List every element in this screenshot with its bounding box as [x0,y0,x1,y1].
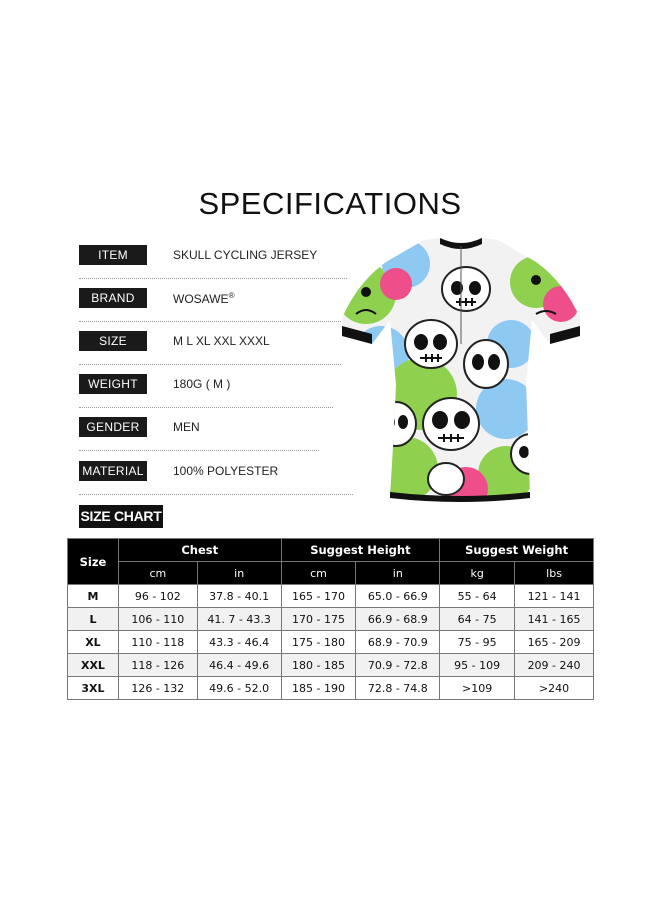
table-cell: 106 - 110 [118,608,197,631]
registered-mark: ® [228,291,235,300]
table-cell: 110 - 118 [118,631,197,654]
table-cell: 41. 7 - 43.3 [197,608,281,631]
table-cell: 165 - 170 [281,585,356,608]
column-unit: in [197,562,281,585]
divider [79,278,347,279]
table-cell: 66.9 - 68.9 [356,608,440,631]
spec-value [173,291,234,306]
spec-value: 100% POLYESTER [173,464,279,478]
size-cell: XXL [68,654,119,677]
table-cell: 126 - 132 [118,677,197,700]
column-group-height: Suggest Height [281,539,440,562]
size-cell: XL [68,631,119,654]
table-cell: 68.9 - 70.9 [356,631,440,654]
size-chart-title: SIZE CHART [79,505,163,528]
column-group-chest: Chest [118,539,281,562]
column-unit: in [356,562,440,585]
table-cell: 118 - 126 [118,654,197,677]
table-cell: 165 - 209 [515,631,594,654]
column-unit: cm [118,562,197,585]
size-chart-table [67,538,594,700]
table-cell: 75 - 95 [440,631,515,654]
column-unit: lbs [515,562,594,585]
column-unit: cm [281,562,356,585]
table-cell: 65.0 - 66.9 [356,585,440,608]
table-cell: 72.8 - 74.8 [356,677,440,700]
table-cell: 209 - 240 [515,654,594,677]
size-cell: L [68,608,119,631]
table-cell: 64 - 75 [440,608,515,631]
jersey-image [336,234,586,506]
spec-value: SKULL CYCLING JERSEY [173,248,318,262]
table-row [68,677,594,700]
divider [79,450,319,451]
table-cell: 170 - 175 [281,608,356,631]
table-cell: >240 [515,677,594,700]
spec-label: WEIGHT [79,374,147,394]
table-cell: 185 - 190 [281,677,356,700]
size-cell: 3XL [68,677,119,700]
table-cell: 180 - 185 [281,654,356,677]
table-cell: 141 - 165 [515,608,594,631]
table-cell: 49.6 - 52.0 [197,677,281,700]
table-cell: 121 - 141 [515,585,594,608]
table-cell: 70.9 - 72.8 [356,654,440,677]
divider [79,494,353,495]
table-cell: 175 - 180 [281,631,356,654]
spec-label: SIZE [79,331,147,351]
table-cell: 55 - 64 [440,585,515,608]
spec-label: BRAND [79,288,147,308]
table-row [68,654,594,677]
divider [79,321,345,322]
column-group-weight: Suggest Weight [440,539,594,562]
spec-label: MATERIAL [79,461,147,481]
brand-name: WOSAWE [173,292,229,306]
table-cell: 43.3 - 46.4 [197,631,281,654]
table-row [68,631,594,654]
table-row [68,585,594,608]
spec-value: 180G ( M ) [173,377,231,391]
page-title: SPECIFICATIONS [198,186,462,221]
table-cell: >109 [440,677,515,700]
divider [79,364,341,365]
table-row [68,608,594,631]
spec-value: M L XL XXL XXXL [173,334,270,348]
table-cell: 96 - 102 [118,585,197,608]
column-header-size: Size [68,539,119,585]
size-cell: M [68,585,119,608]
table-cell: 46.4 - 49.6 [197,654,281,677]
spec-label: GENDER [79,417,147,437]
table-cell: 95 - 109 [440,654,515,677]
column-unit: kg [440,562,515,585]
table-cell: 37.8 - 40.1 [197,585,281,608]
spec-label: ITEM [79,245,147,265]
spec-value: MEN [173,420,200,434]
divider [79,407,333,408]
